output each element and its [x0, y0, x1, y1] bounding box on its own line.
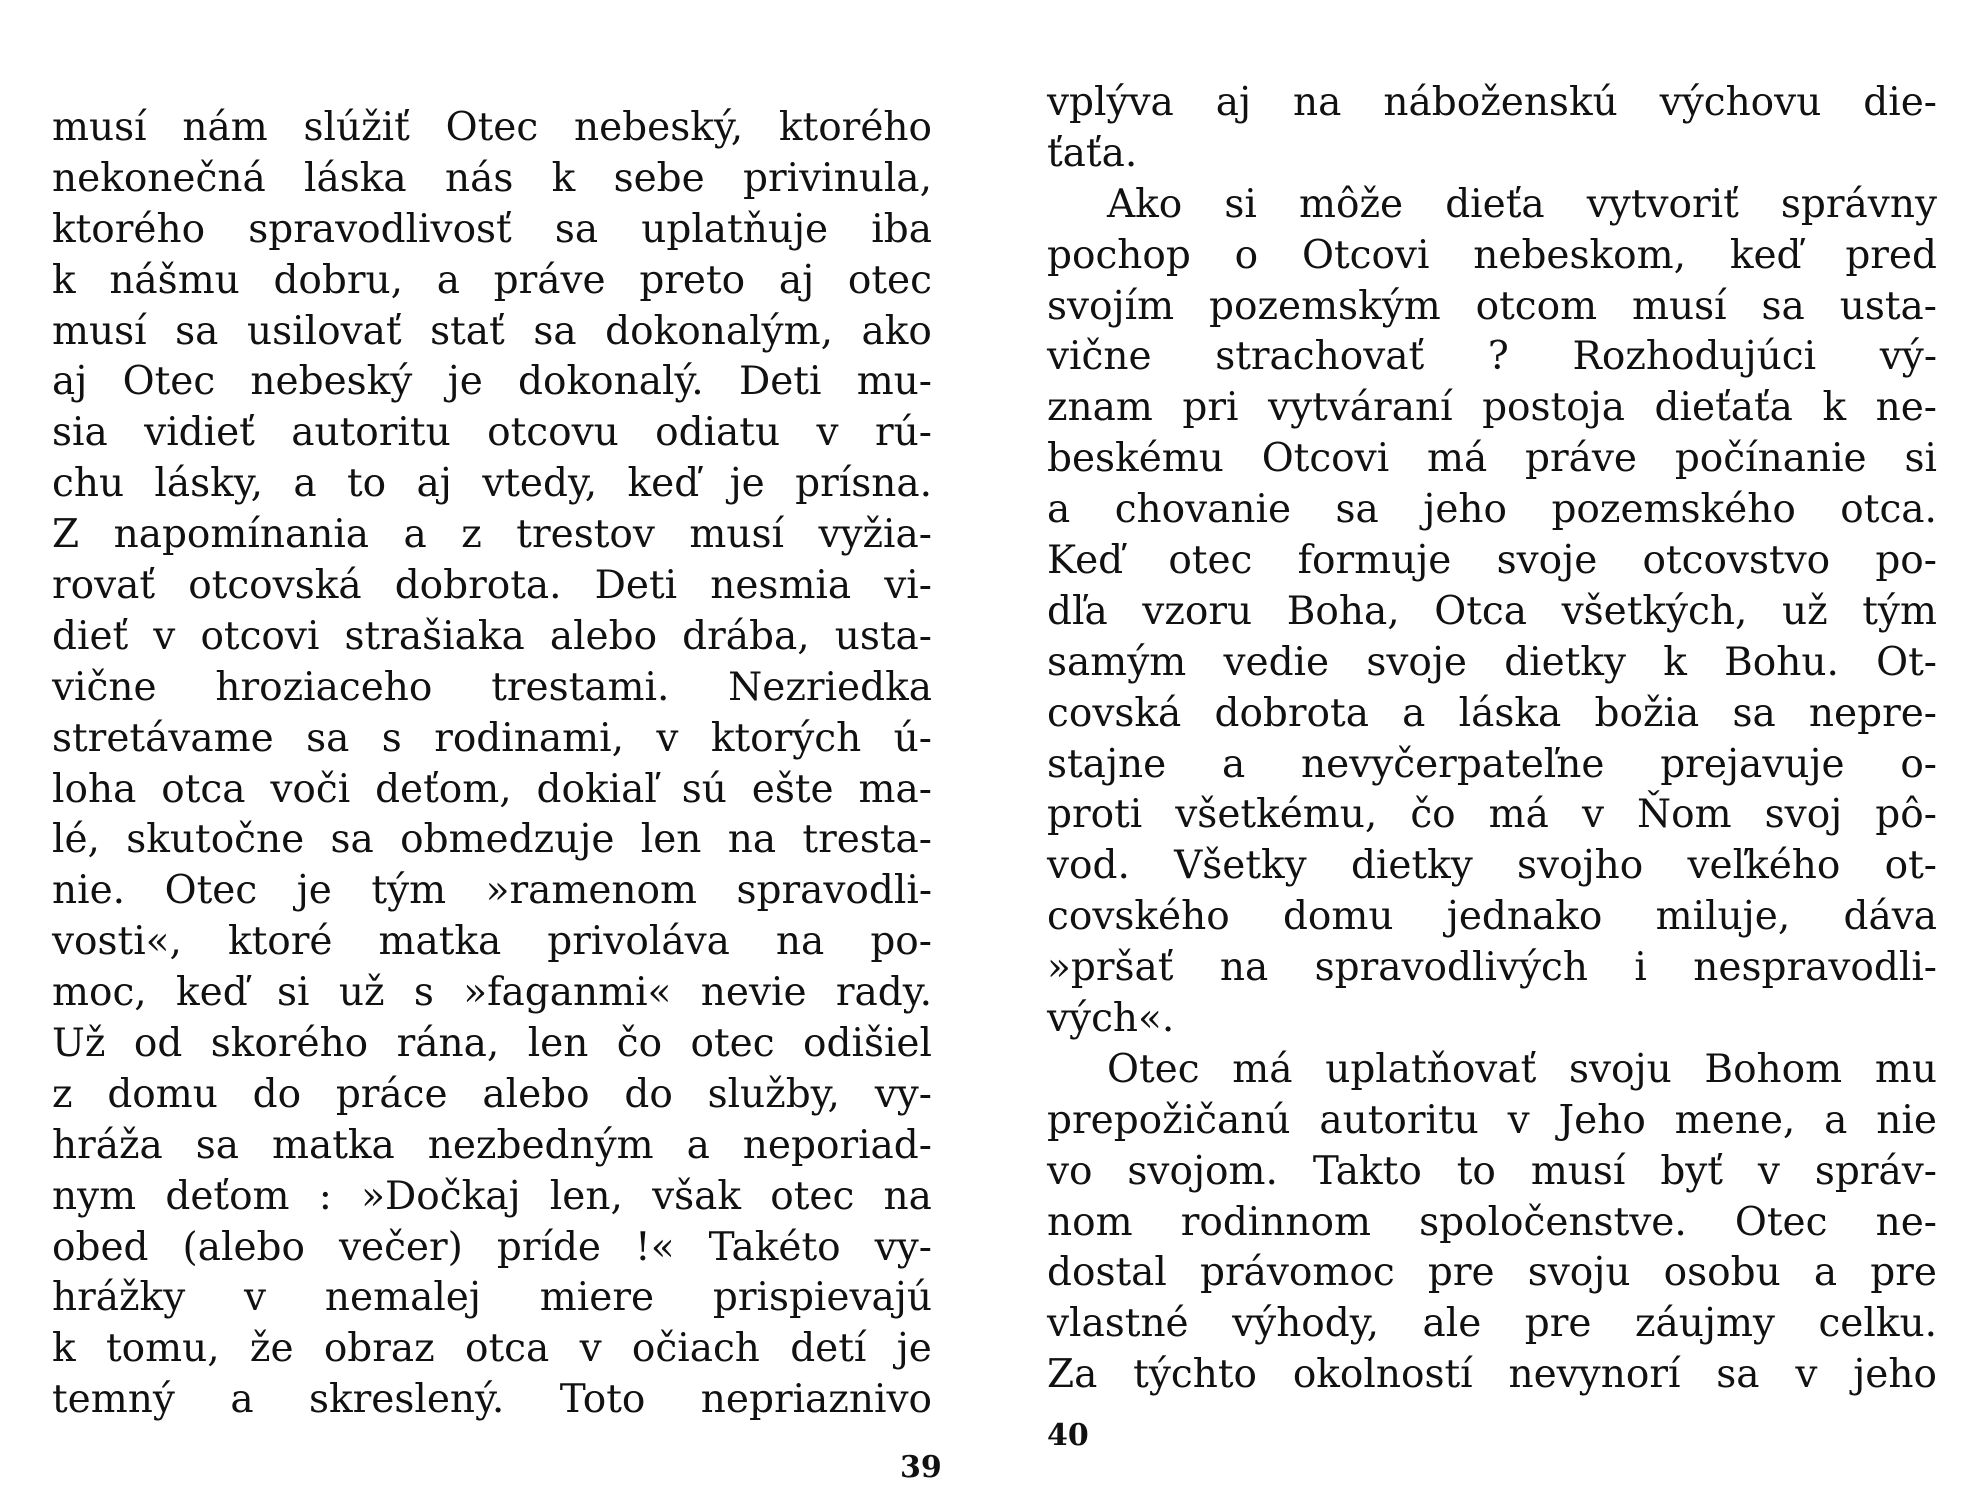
text-line: stretávame sa s rodinami, v ktorých ú- — [52, 715, 932, 761]
text-line: Z napomínania a z trestov musí vyžia- — [52, 512, 932, 558]
text-line: nekonečná láska nás k sebe privinula, — [52, 155, 932, 201]
text-line: aj Otec nebeský je dokonalý. Deti mu- — [52, 359, 932, 405]
text-line: vých«. — [1047, 996, 1175, 1042]
right-page — [993, 0, 1986, 1500]
text-line: znam pri vytváraní postoja dieťaťa k ne- — [1047, 385, 1937, 431]
text-line: dľa vzoru Boha, Otca všetkých, už tým — [1047, 588, 1937, 634]
text-line: hráža sa matka nezbedným a neporiad- — [52, 1122, 932, 1168]
text-line: covská dobrota a láska božia sa nepre- — [1047, 690, 1937, 736]
text-line: stajne a nevyčerpateľne prejavuje o- — [1047, 741, 1937, 787]
text-line: a chovanie sa jeho pozemského otca. — [1047, 487, 1937, 533]
text-line: samým vedie svoje dietky k Bohu. Ot- — [1047, 639, 1937, 685]
text-line: nie. Otec je tým »ramenom spravodli- — [52, 868, 932, 914]
text-line: svojím pozemským otcom musí sa usta- — [1047, 283, 1937, 329]
text-line: pochop o Otcovi nebeskom, keď pred — [1047, 232, 1937, 278]
right-text-block — [1047, 78, 1937, 1401]
text-line: Otec má uplatňovať svoju Bohom mu — [1107, 1046, 1937, 1092]
text-line: obed (alebo večer) príde !« Takéto vy- — [52, 1224, 932, 1270]
text-line: covského domu jednako miluje, dáva — [1047, 894, 1937, 940]
text-line: Za týchto okolností nevynorí sa v jeho — [1047, 1352, 1937, 1398]
text-line: beskému Otcovi má práve počínanie si — [1047, 436, 1937, 482]
text-line: moc, keď si už s »faganmi« nevie rady. — [52, 970, 932, 1016]
text-line: Už od skorého rána, len čo otec odišiel — [52, 1021, 932, 1067]
text-line: z domu do práce alebo do služby, vy- — [52, 1071, 932, 1117]
text-line: nom rodinnom spoločenstve. Otec ne- — [1047, 1199, 1937, 1245]
left-text-block — [52, 103, 932, 1426]
text-line: ťaťa. — [1047, 130, 1138, 176]
text-line: sia vidieť autoritu otcovu odiatu v rú- — [52, 410, 932, 456]
page-number: 39 — [900, 1450, 942, 1485]
text-line: nym deťom : »Dočkaj len, však otec na — [52, 1173, 932, 1219]
text-line: dostal právomoc pre svoju osobu a pre — [1047, 1250, 1937, 1296]
text-line: musí sa usilovať stať sa dokonalým, ako — [52, 308, 932, 354]
text-line: dieť v otcovi strašiaka alebo drába, usta- — [52, 613, 932, 659]
text-line: lé, skutočne sa obmedzuje len na tresta- — [52, 817, 932, 863]
text-line: vične hroziaceho trestami. Nezriedka — [52, 664, 932, 710]
text-line: vplýva aj na náboženskú výchovu die- — [1047, 80, 1937, 125]
text-line: temný a skreslený. Toto nepriaznivo — [52, 1377, 932, 1423]
text-line: vosti«, ktoré matka privoláva na po- — [52, 919, 932, 965]
text-line: proti všetkému, čo má v Ňom svoj pô- — [1047, 792, 1937, 838]
text-line: vične strachovať ? Rozhodujúci vý- — [1047, 334, 1937, 380]
text-line: prepožičanú autoritu v Jeho mene, a nie — [1047, 1097, 1937, 1143]
text-line: k tomu, že obraz otca v očiach detí je — [52, 1326, 932, 1372]
text-line: ktorého spravodlivosť sa uplatňuje iba — [52, 206, 932, 252]
text-line: vod. Všetky dietky svojho veľkého ot- — [1047, 843, 1937, 889]
text-line: musí nám slúžiť Otec nebeský, ktorého — [52, 105, 932, 150]
page-number: 40 — [1047, 1418, 1089, 1453]
text-line: vlastné výhody, ale pre záujmy celku. — [1047, 1301, 1937, 1347]
text-line: k nášmu dobru, a práve preto aj otec — [52, 257, 932, 303]
text-line: »pršať na spravodlivých i nespravodli- — [1047, 945, 1937, 991]
text-line: hrážky v nemalej miere prispievajú — [52, 1275, 932, 1321]
text-line: loha otca voči deťom, dokiaľ sú ešte ma- — [52, 766, 932, 812]
text-line: Keď otec formuje svoje otcovstvo po- — [1047, 538, 1937, 584]
text-line: rovať otcovská dobrota. Deti nesmia vi- — [52, 563, 932, 609]
text-line: vo svojom. Takto to musí byť v správ- — [1047, 1148, 1937, 1194]
text-line: chu lásky, a to aj vtedy, keď je prísna. — [52, 461, 932, 507]
text-line: Ako si môže dieťa vytvoriť správny — [1107, 181, 1937, 227]
